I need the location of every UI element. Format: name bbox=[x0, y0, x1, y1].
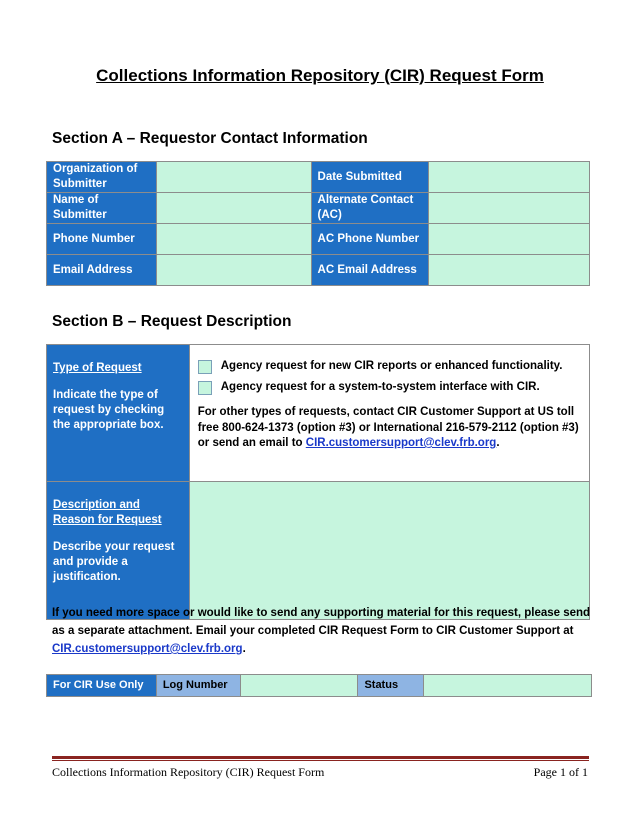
option-system-interface bbox=[198, 380, 581, 395]
cir-use-label: For CIR Use Only bbox=[47, 675, 157, 697]
ac-email-input[interactable] bbox=[429, 254, 593, 286]
ac-email-field[interactable] bbox=[429, 255, 590, 286]
alternate-contact-field[interactable] bbox=[429, 193, 590, 224]
support-email-link[interactable]: CIR.customersupport@clev.frb.org bbox=[305, 437, 497, 449]
attachment-note-text: If you need more space or would like to send any supporting material for this request, please send as a separate attachment. Email your completed CIR Request Form to CIR Customer Support at bbox=[52, 607, 591, 637]
type-of-request-cell bbox=[47, 345, 190, 482]
date-submitted-field[interactable] bbox=[429, 162, 590, 193]
submitter-name-label: Name of Submitter bbox=[47, 193, 157, 224]
description-label: Description and Reason for Request bbox=[53, 499, 162, 526]
type-of-request-label: Type of Request bbox=[53, 362, 142, 374]
ac-phone-label: AC Phone Number bbox=[311, 224, 429, 255]
log-number-field[interactable] bbox=[240, 675, 358, 697]
log-number-input[interactable] bbox=[241, 674, 362, 697]
description-cell bbox=[47, 482, 190, 620]
requestor-contact-table bbox=[46, 161, 590, 286]
email-address-label: Email Address bbox=[47, 255, 157, 286]
attachment-note bbox=[52, 604, 597, 658]
type-of-request-help: Indicate the type of request by checking the appropriate box. bbox=[53, 389, 165, 431]
footer-rule-thin bbox=[52, 760, 589, 761]
date-submitted-input[interactable] bbox=[429, 161, 593, 193]
status-label: Status bbox=[358, 675, 424, 697]
phone-number-label: Phone Number bbox=[47, 224, 157, 255]
cir-use-table bbox=[46, 674, 592, 697]
phone-number-field[interactable] bbox=[156, 224, 311, 255]
attachment-note-end: . bbox=[242, 643, 246, 655]
table-row bbox=[47, 162, 590, 193]
new-reports-checkbox[interactable] bbox=[198, 360, 212, 374]
description-help: Describe your request and provide a justification. bbox=[53, 541, 175, 583]
other-requests-note bbox=[198, 405, 581, 452]
phone-number-input[interactable] bbox=[157, 223, 315, 255]
status-field[interactable] bbox=[424, 675, 592, 697]
page-number: Page 1 of 1 bbox=[533, 765, 588, 779]
form-title: Collections Information Repository (CIR) Request Form bbox=[96, 66, 544, 85]
table-row bbox=[47, 482, 590, 620]
alternate-contact-label: Alternate Contact (AC) bbox=[311, 193, 429, 224]
note-email-link[interactable]: CIR.customersupport@clev.frb.org bbox=[52, 643, 243, 655]
request-description-table bbox=[46, 344, 590, 620]
other-requests-text: For other types of requests, contact CIR Customer Support at US toll free 800-624-1373 (option #3) or International 216-579-2112 (option #3) or send an email to bbox=[197, 406, 579, 449]
table-row bbox=[47, 224, 590, 255]
request-type-options bbox=[189, 345, 589, 482]
footer-rule bbox=[52, 756, 589, 759]
description-field[interactable] bbox=[189, 482, 589, 620]
ac-phone-field[interactable] bbox=[429, 224, 590, 255]
organization-label: Organization of Submitter bbox=[47, 162, 157, 193]
submitter-name-field[interactable] bbox=[156, 193, 311, 224]
section-b-heading: Section B – Request Description bbox=[52, 313, 292, 330]
ac-email-label: AC Email Address bbox=[311, 255, 429, 286]
footer-title: Collections Information Repository (CIR) Request Form bbox=[52, 765, 325, 779]
option-new-reports bbox=[198, 359, 581, 374]
email-address-input[interactable] bbox=[157, 254, 315, 286]
organization-field[interactable] bbox=[156, 162, 311, 193]
system-interface-checkbox[interactable] bbox=[198, 381, 212, 395]
table-row bbox=[47, 255, 590, 286]
option-label: Agency request for a system-to-system interface with CIR. bbox=[220, 381, 540, 393]
date-submitted-label: Date Submitted bbox=[311, 162, 429, 193]
log-number-label: Log Number bbox=[156, 675, 240, 697]
table-row bbox=[47, 193, 590, 224]
description-textarea[interactable] bbox=[190, 486, 593, 611]
section-a-heading: Section A – Requestor Contact Information bbox=[52, 130, 368, 147]
option-label: Agency request for new CIR reports or enhanced functionality. bbox=[220, 360, 563, 372]
other-requests-end: . bbox=[496, 437, 500, 449]
table-row bbox=[47, 675, 592, 697]
status-input[interactable] bbox=[424, 674, 595, 697]
submitter-name-input[interactable] bbox=[157, 192, 315, 224]
ac-phone-input[interactable] bbox=[429, 223, 593, 255]
table-row bbox=[47, 345, 590, 482]
organization-input[interactable] bbox=[157, 161, 315, 193]
alternate-contact-input[interactable] bbox=[429, 192, 593, 224]
email-address-field[interactable] bbox=[156, 255, 311, 286]
